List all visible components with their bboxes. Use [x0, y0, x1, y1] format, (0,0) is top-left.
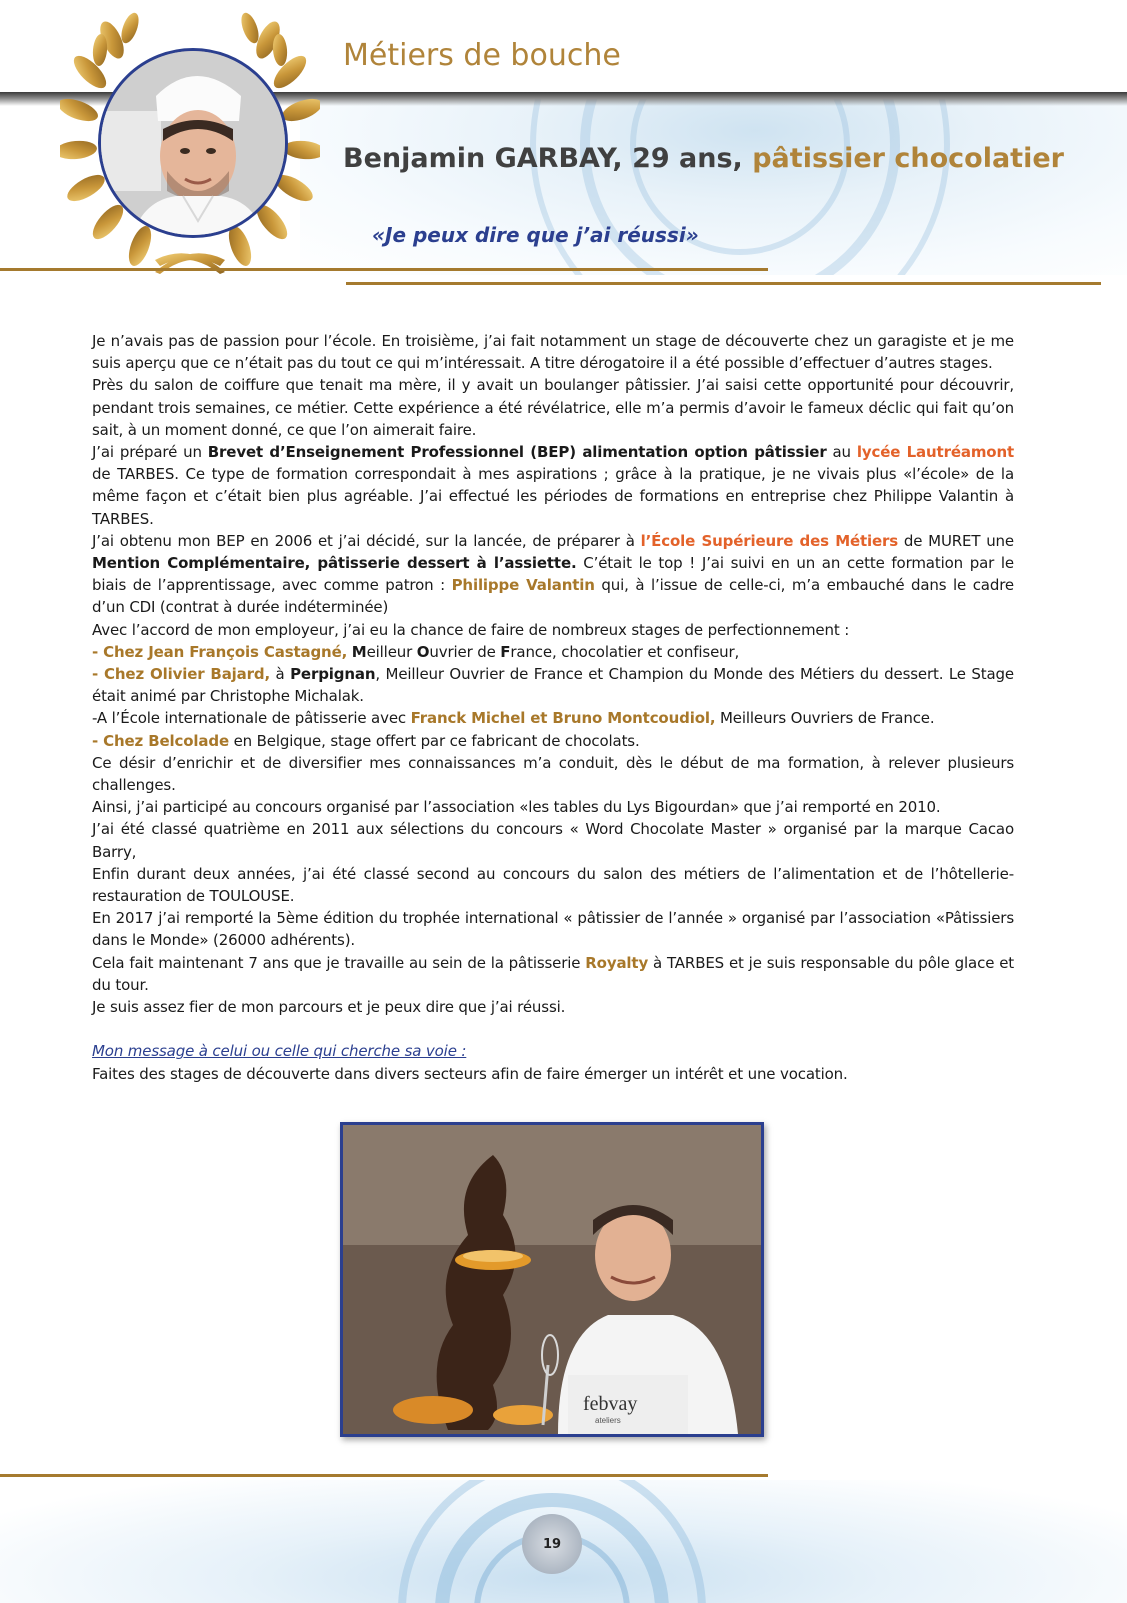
stage-item-belcolade: - Chez Belcolade en Belgique, stage offert par ce fabricant de chocolats.	[92, 731, 640, 750]
ecole-name: l’École Supérieure des Métiers	[640, 531, 899, 550]
paragraph-trophee: En 2017 j’ai remporté la 5ème édition du trophée international « pâtissier de l’année » organisé par l’association «Pâtissiers dans le Monde» (26000 adhérents).	[92, 909, 1014, 950]
bep-diploma: Brevet d’Enseignement Professionnel (BEP) alimentation option pâtissier	[207, 443, 827, 462]
header-quote: «Je peux dire que j’ai réussi»	[372, 223, 699, 247]
page-number: 19	[522, 1514, 582, 1574]
sign-subtext: ateliers	[595, 1416, 621, 1425]
article-body	[92, 330, 1014, 1085]
header-divider-right	[346, 282, 1101, 285]
photo-illustration	[343, 1125, 761, 1434]
paragraph-concours-lys: Ainsi, j’ai participé au concours organisé par l’association «les tables du Lys Bigourdan» que j’ai remporté en 2010.	[92, 798, 941, 817]
paragraph-royalty: Cela fait maintenant 7 ans que je travaille au sein de la pâtisserie Royalty à TARBES et je suis responsable du pôle glace et du tour.	[92, 953, 1014, 994]
section-title: Métiers de bouche	[343, 38, 621, 73]
patron-name: Philippe Valantin	[451, 576, 595, 595]
paragraph-stages-intro: Avec l’accord de mon employeur, j’ai eu la chance de faire de nombreux stages de perfectionnement :	[92, 620, 850, 639]
paragraph-challenges: Ce désir d’enrichir et de diversifier mes connaissances m’a conduit, dès le début de ma formation, à relever plusieurs challenges.	[92, 753, 1014, 795]
paragraph-discovery: Près du salon de coiffure que tenait ma mère, il y avait un boulanger pâtissier. J’ai saisi cette opportunité pour découvrir, pendant trois semaines, ce métier. Cette expérience a été révélatrice, elle m’a permis d’avoir le fameux déclic qui fait qu’on sait, à un moment donné, ce que l’on aimerait faire.	[92, 376, 1014, 439]
portrait-photo	[98, 48, 288, 238]
page-header	[0, 0, 1127, 300]
lycee-name: lycée Lautréamont	[856, 443, 1015, 462]
main-title-job: pâtissier chocolatier	[752, 143, 1064, 174]
chef-showpiece-photo	[340, 1122, 764, 1437]
paragraph-bep: J’ai préparé un Brevet d’Enseignement Professionnel (BEP) alimentation option pâtissier au lycée Lautréamont de TARBES. Ce type de formation correspondait à mes aspirations ; grâce à la pratique, je ne vivais plus «l’école» de la même façon et c’était bien plus agréable. J’ai effectué les périodes de formations en entreprise chez Philippe Valantin à TARBES.	[92, 443, 1015, 528]
paragraph-mention: J’ai obtenu mon BEP en 2006 et j’ai décidé, sur la lancée, de préparer à l’École Supérieure des Métiers de MURET une Mention Complémentaire, pâtisserie dessert à l’assiette. C’était le top ! J’ai suivi en un an cette formation par le biais de l’apprentissage, avec comme patron : Philippe Valantin qui, à l’issue de celle-ci, m’a embauché dans le cadre d’un CDI (contrat à durée indéterminée)	[92, 531, 1014, 617]
main-title	[343, 143, 1064, 174]
royalty-name: Royalty	[585, 953, 649, 972]
paragraph-intro: Je n’avais pas de passion pour l’école. En troisième, j’ai fait notamment un stage de découverte chez un garagiste et je me suis aperçu que ce n’était pas du tout ce qui m’intéressait. A titre dérogatoire il a été possible d’effectuer d’autres stages.	[92, 332, 1014, 373]
mention-diploma: Mention Complémentaire, pâtisserie dessert à l’assiette.	[92, 554, 577, 573]
sign-text: febvay	[583, 1393, 638, 1415]
stage-item-castagne: - Chez Jean François Castagné, Meilleur Ouvrier de France, chocolatier et confiseur,	[92, 642, 740, 661]
paragraph-conclusion: Je suis assez fier de mon parcours et je peux dire que j’ai réussi.	[92, 998, 566, 1017]
header-divider-left	[0, 268, 768, 271]
stage-item-ecole-internationale: -A l’École internationale de pâtisserie avec Franck Michel et Bruno Montcoudiol, Meilleurs Ouvriers de France.	[92, 709, 935, 728]
chef-portrait-illustration	[101, 51, 288, 238]
message-label: Mon message à celui ou celle qui cherche sa voie :	[92, 1042, 467, 1061]
stage-item-bajard: - Chez Olivier Bajard, à Perpignan, Meilleur Ouvrier de France et Champion du Monde des Métiers du dessert. Le Stage était animé par Christophe Michalak.	[92, 665, 1014, 706]
paragraph-chocolate-master: J’ai été classé quatrième en 2011 aux sélections du concours « Word Chocolate Master » organisé par la marque Cacao Barry,	[92, 820, 1014, 861]
message-text: Faites des stages de découverte dans divers secteurs afin de faire émerger un intérêt et une vocation.	[92, 1064, 848, 1083]
main-title-name: Benjamin GARBAY, 29 ans,	[343, 143, 743, 174]
footer-divider-left	[0, 1474, 768, 1477]
paragraph-salon-toulouse: Enfin durant deux années, j’ai été classé second au concours du salon des métiers de l’alimentation et de l’hôtellerie-restauration de TOULOUSE.	[92, 864, 1014, 906]
header-background	[300, 95, 1127, 275]
